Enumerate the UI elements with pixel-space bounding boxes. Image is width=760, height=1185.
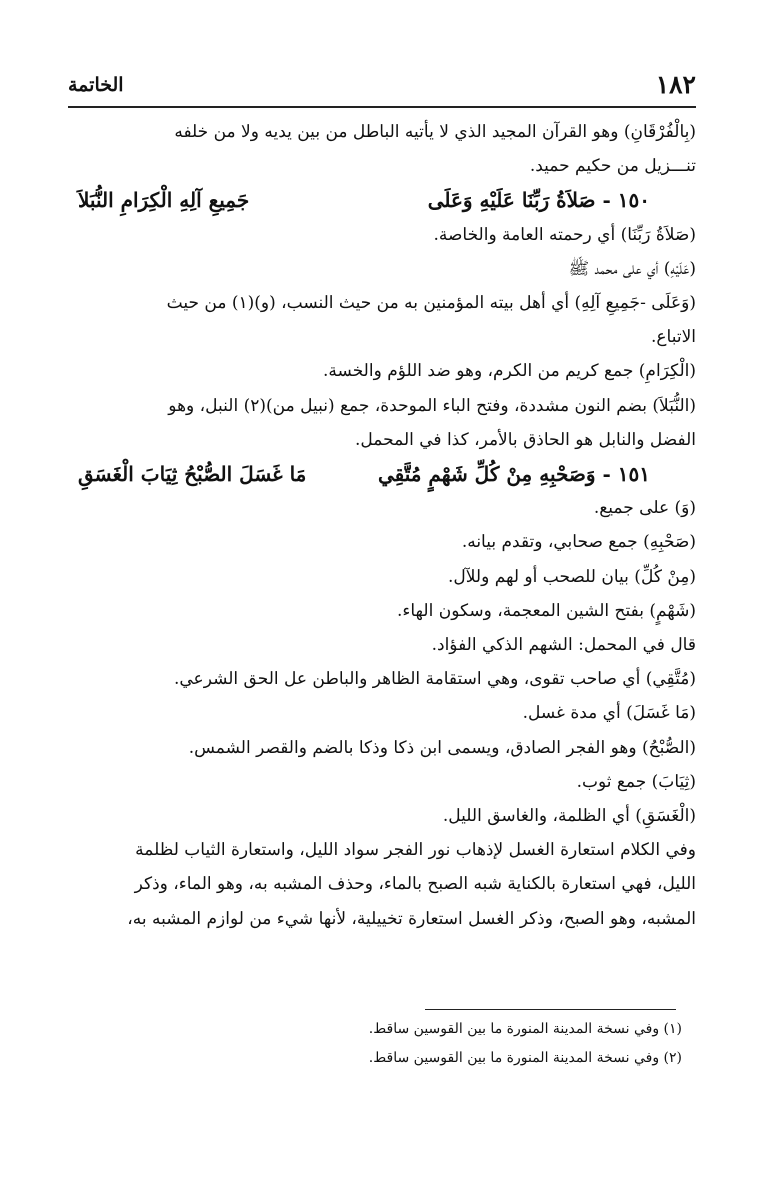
- verse-150-first-hemistich: ١٥٠ - صَلاَةُ رَبِّنَا عَلَيْهِ وَعَلَى: [427, 188, 650, 213]
- verse-150-second-hemistich: جَمِيعِ آلِهِ الْكِرَامِ النُّبَلاَ: [78, 188, 250, 213]
- text-line: (ثِيَابَ) جمع ثوب.: [576, 771, 696, 792]
- text-line: وفي الكلام استعارة الغسل لإذهاب نور الفجر سواد الليل، واستعارة الثياب لظلمة: [135, 840, 696, 861]
- verse-151-second-hemistich: مَا غَسَلَ الصُّبْحُ ثِيَابَ الْغَسَقِ: [78, 462, 307, 487]
- text-line: الاتباع.: [650, 327, 696, 348]
- text-line: (عَلَيْهِ) أي على محمد ﷺ: [568, 258, 696, 279]
- footnote: (١) وفي نسخة المدينة المنورة ما بين القوسين ساقط.: [368, 1021, 682, 1037]
- text-line: (وَعَلَى -جَمِيعِ آلِهِ) أي أهل بيته المؤمنين به من حيث النسب، (و)(١) من حيث: [166, 293, 696, 314]
- main-text: [66, 115, 696, 936]
- page-header: [68, 64, 696, 104]
- text-line: (النُّبَلاَ) بضم النون مشددة، وفتح الباء الموحدة، جمع (نبيل من)(٢) النبل، وهو: [168, 395, 696, 416]
- text-line: الفضل والنابل هو الحاذق بالأمر، كذا في المحمل.: [355, 429, 696, 450]
- verse-151-first-hemistich: ١٥١ - وَصَحْبِهِ مِنْ كُلِّ شَهْمٍ مُتَّقِي: [377, 462, 650, 487]
- header-divider: [68, 106, 696, 108]
- text-line: (الْكِرَامِ) جمع كريم من الكرم، وهو ضد اللؤم والخسة.: [323, 361, 696, 382]
- text-line: (مِنْ كُلِّ) بيان للصحب أو لهم وللآل.: [448, 566, 696, 587]
- text-line: (وَ) على جميع.: [593, 498, 696, 519]
- text-line: قال في المحمل: الشهم الذكي الفؤاد.: [431, 635, 696, 656]
- page-number: ١٨٢: [655, 70, 696, 99]
- chapter-title: الخاتمة: [68, 74, 124, 96]
- verse-150: [66, 183, 696, 217]
- text-line: (الْغَسَقِ) أي الظلمة، والغاسق الليل.: [442, 806, 696, 827]
- text-line: (صَحْبِهِ) جمع صحابي، وتقدم بيانه.: [461, 532, 696, 553]
- text-line: (بِالْفُرْقَانِ) وهو القرآن المجيد الذي لا يأتيه الباطل من بين يديه ولا من خلفه: [174, 122, 696, 142]
- text-line: (مَا غَسَلَ) أي مدة غسل.: [522, 703, 696, 724]
- text-line: (شَهْمٍ) بفتح الشين المعجمة، وسكون الهاء.: [396, 600, 696, 621]
- footnotes: [66, 1015, 682, 1073]
- text-line: المشبه، وهو الصبح، وذكر الغسل استعارة تخييلية، لأنها شيء من لوازم المشبه به،: [127, 908, 696, 929]
- text-line: الليل، فهي استعارة بالكناية شبه الصبح بالماء، وحذف المشبه به، وهو الماء، وذكر: [134, 874, 696, 895]
- text-line: تنـــزيل من حكيم حميد.: [529, 156, 696, 177]
- verse-151: [66, 457, 696, 491]
- footnote-divider: [425, 1009, 676, 1010]
- text-line: (الصُّبْحُ) وهو الفجر الصادق، ويسمى ابن ذكا وذكا بالضم والقصر الشمس.: [188, 737, 696, 758]
- text-line: (صَلاَةُ رَبِّنَا) أي رحمته العامة والخاصة.: [433, 224, 696, 245]
- footnote: (٢) وفي نسخة المدينة المنورة ما بين القوسين ساقط.: [368, 1050, 682, 1066]
- text-line: (مُتَّقِي) أي صاحب تقوى، وهي استقامة الظاهر والباطن عل الحق الشرعي.: [173, 669, 696, 690]
